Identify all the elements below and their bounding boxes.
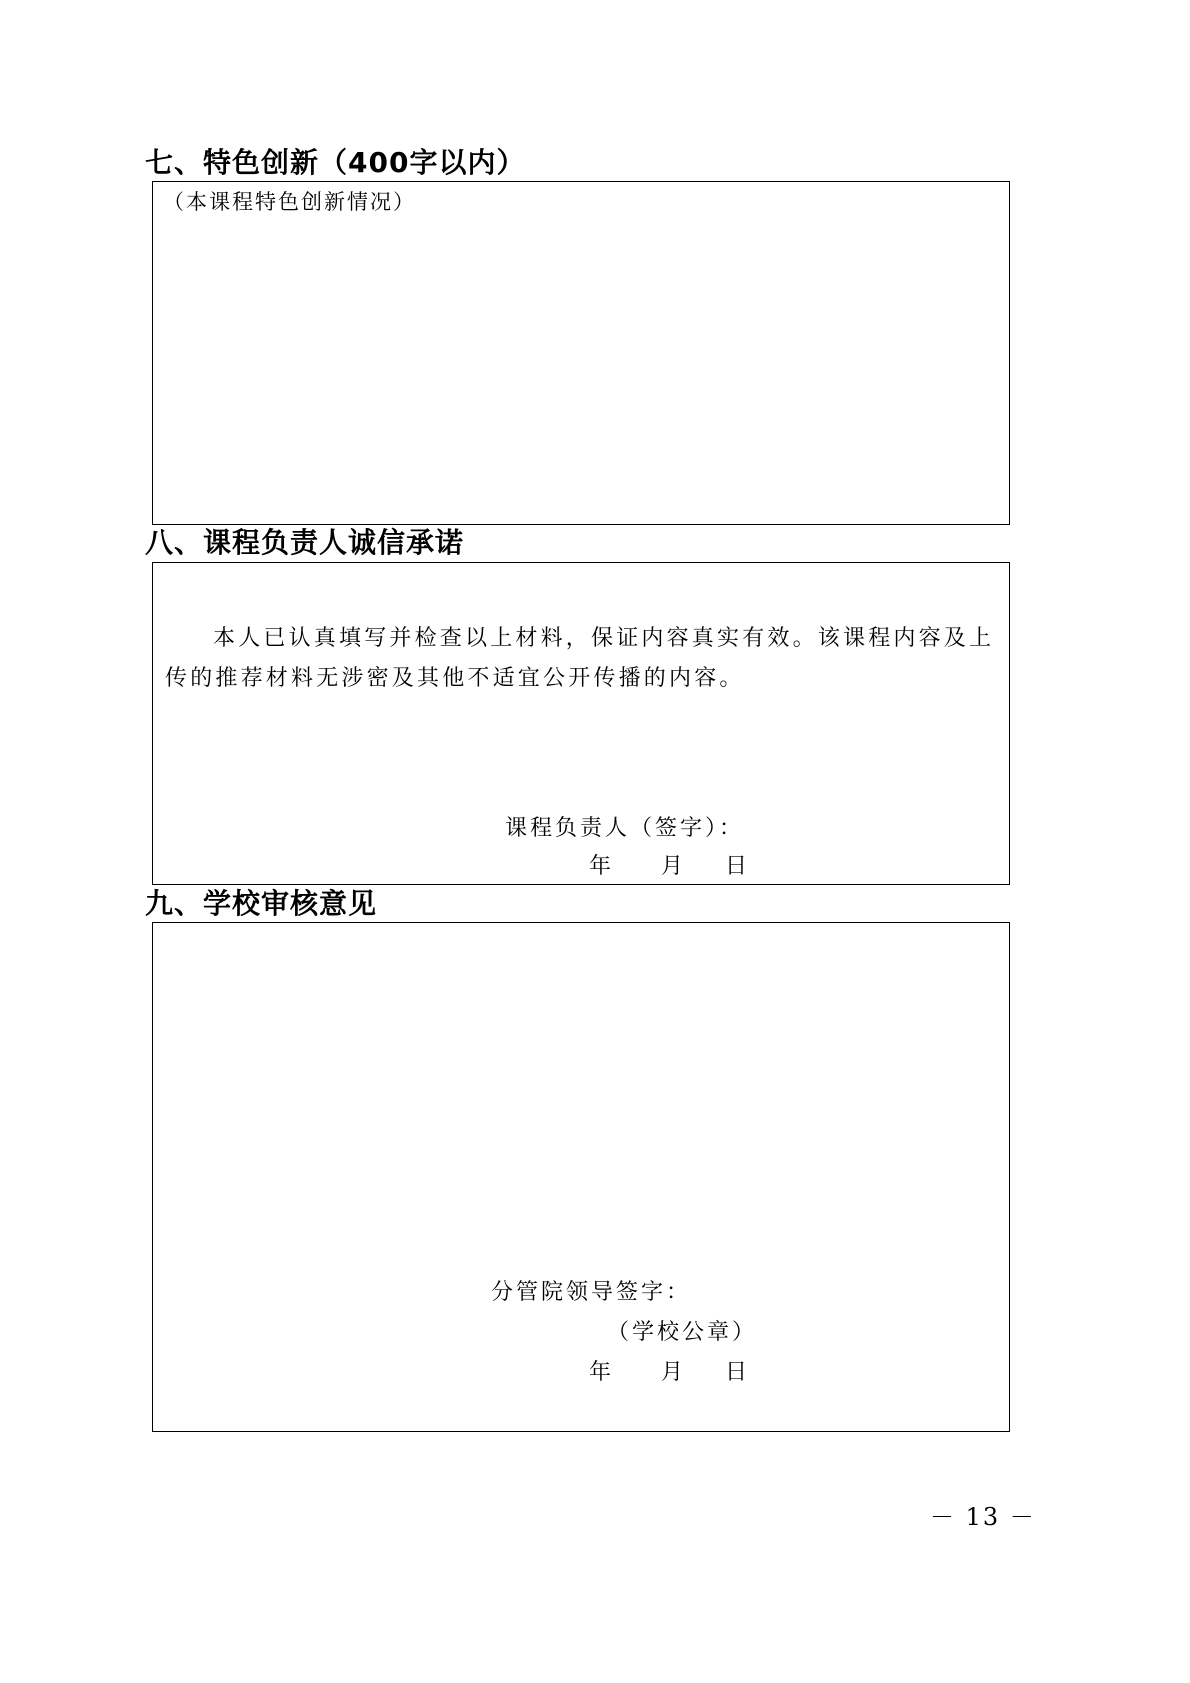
section-8-heading: 八、课程负责人诚信承诺 <box>145 526 465 559</box>
school-seal-label: （学校公章） <box>607 1320 758 1345</box>
section-9-heading: 九、学校审核意见 <box>145 887 378 920</box>
date-month: 月 <box>661 1360 684 1385</box>
review-date <box>153 1359 1009 1387</box>
feature-innovation-box[interactable] <box>152 181 1010 525</box>
integrity-pledge-text: 本人已认真填写并检查以上材料，保证内容真实有效。该课程内容及上传的推荐材料无涉密及其他不适宜公开传播的内容。 <box>165 626 995 691</box>
school-review-box[interactable] <box>152 922 1010 1432</box>
date-day: 日 <box>725 854 748 879</box>
feature-innovation-hint: （本课程特色创新情况） <box>163 190 416 214</box>
date-day: 日 <box>725 1360 748 1385</box>
page-number: － 13 － <box>930 1503 1036 1531</box>
date-year: 年 <box>589 1360 612 1385</box>
pledge-date <box>153 853 1009 881</box>
section-7-heading: 七、特色创新（400字以内） <box>145 146 526 179</box>
leader-signature-label: 分管院领导签字： <box>491 1280 692 1305</box>
date-year: 年 <box>589 854 612 879</box>
course-leader-signature-label: 课程负责人（签字）： <box>505 816 745 841</box>
integrity-pledge-box <box>152 562 1010 885</box>
date-month: 月 <box>661 854 684 879</box>
